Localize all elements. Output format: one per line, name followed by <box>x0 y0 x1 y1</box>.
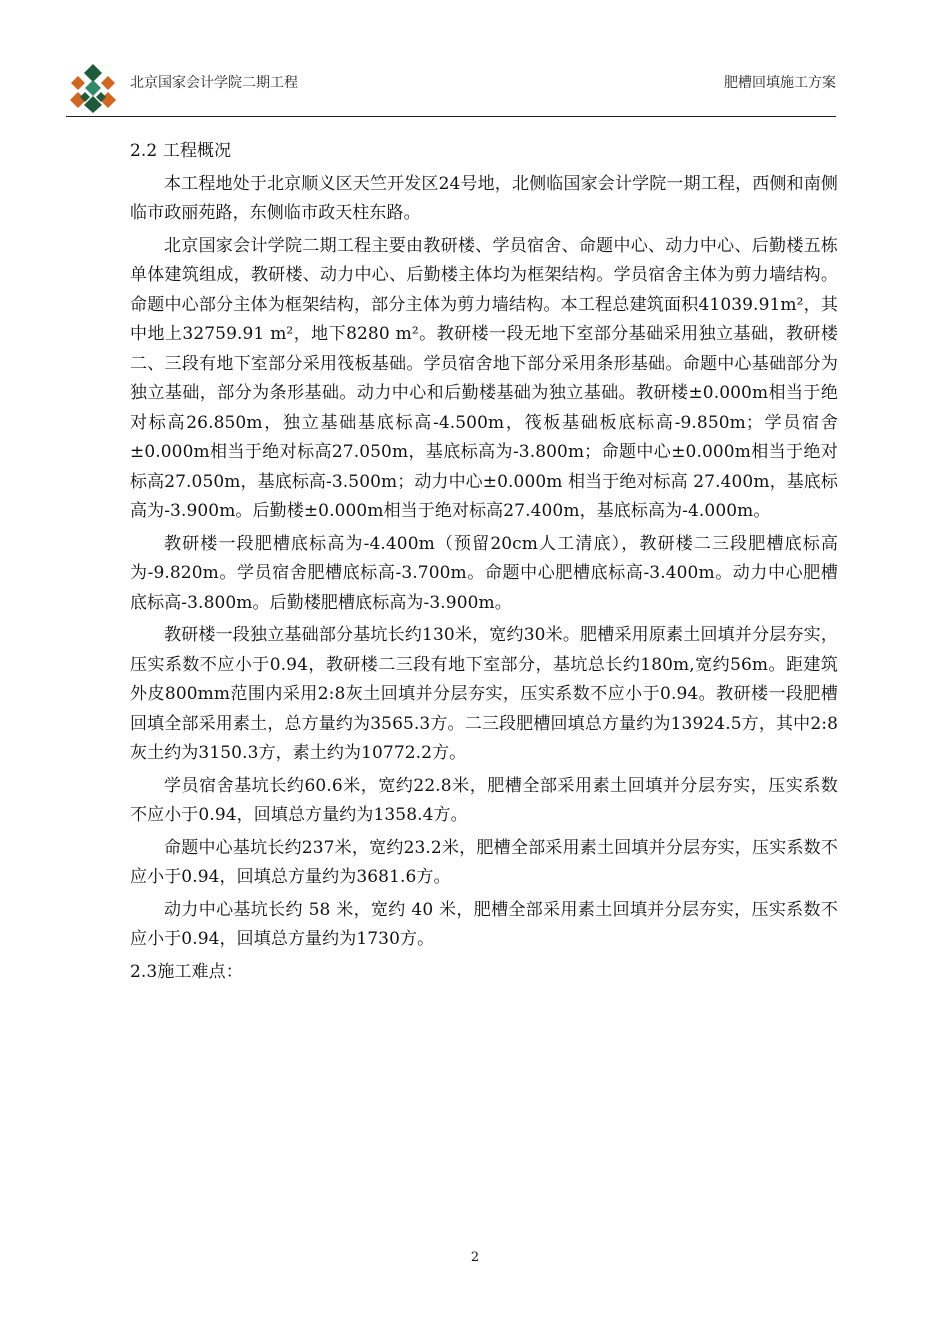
paragraph-power-center: 动力中心基坑长约 58 米，宽约 40 米，肥槽全部采用素土回填并分层夯实，压实系数不应小于0.94，回填总方量约为1730方。 <box>130 899 838 949</box>
paragraph-location: 本工程地处于北京顺义区天竺开发区24号地，北侧临国家会计学院一期工程，西侧和南侧临市政丽苑路，东侧临市政天柱东路。 <box>130 173 838 223</box>
paragraph-structure: 北京国家会计学院二期工程主要由教研楼、学员宿舍、命题中心、动力中心、后勤楼五栋单体建筑组成，教研楼、动力中心、后勤楼主体均为框架结构。学员宿舍主体为剪力墙结构。命题中心部分主体为框架结构，部分主体为剪力墙结构。本工程总建筑面积41039.91m²，其中地上32759.91 m²，地下8280 m²。教研楼一段无地下室部分基础采用独立基础，教研楼二、三段有地下室部分采用筏板基础。学员宿舍地下部分采用条形基础。命题中心基础部分为独立基础，部分为条形基础。动力中心和后勤楼基础为独立基础。教研楼±0.000m相当于绝对标高26.850m，独立基础基底标高-4.500m，筏板基础板底标高-9.850m；学员宿舍±0.000m相当于绝对标高27.050m，基底标高为-3.800m；命题中心±0.000m相当于绝对标高27.050m，基底标高-3.500m；动力中心±0.000m 相当于绝对标高 27.400m，基底标高为-3.900m。后勤楼±0.000m相当于绝对标高27.400m，基底标高为-4.000m。 <box>130 235 838 521</box>
page-header <box>66 62 836 117</box>
header-project-name: 北京国家会计学院二期工程 <box>130 75 298 91</box>
institute-logo-icon <box>68 62 118 114</box>
section-title-2-3: 2.3施工难点： <box>130 961 243 982</box>
document-body <box>130 137 838 990</box>
paragraph-trench-elevations: 教研楼一段肥槽底标高为-4.400m（预留20cm人工清底），教研楼二三段肥槽底标高为-9.820m。学员宿舍肥槽底标高-3.700m。命题中心肥槽底标高-3.400m。动力中心肥槽底标高-3.800m。后勤楼肥槽底标高为-3.900m。 <box>130 533 838 613</box>
paragraph-exam-center: 命题中心基坑长约237米，宽约23.2米，肥槽全部采用素土回填并分层夯实，压实系数不应小于0.94，回填总方量约为3681.6方。 <box>130 837 838 887</box>
paragraph-teaching-building: 教研楼一段独立基础部分基坑长约130米，宽约30米。肥槽采用原素土回填并分层夯实，压实系数不应小于0.94，教研楼二三段有地下室部分，基坑总长约180m,宽约56m。距建筑外皮800mm范围内采用2:8灰土回填并分层夯实，压实系数不应小于0.94。教研楼一段肥槽回填全部采用素土，总方量约为3565.3方。二三段肥槽回填总方量约为13924.5方，其中2:8灰土约为3150.3方，素土约为10772.2方。 <box>130 625 838 763</box>
paragraph-dormitory: 学员宿舍基坑长约60.6米，宽约22.8米，肥槽全部采用素土回填并分层夯实，压实系数不应小于0.94，回填总方量约为1358.4方。 <box>130 775 838 825</box>
page-number: 2 <box>470 1250 480 1265</box>
section-title-2-2: 2.2 工程概况 <box>130 141 232 161</box>
header-document-title: 肥槽回填施工方案 <box>724 75 836 91</box>
